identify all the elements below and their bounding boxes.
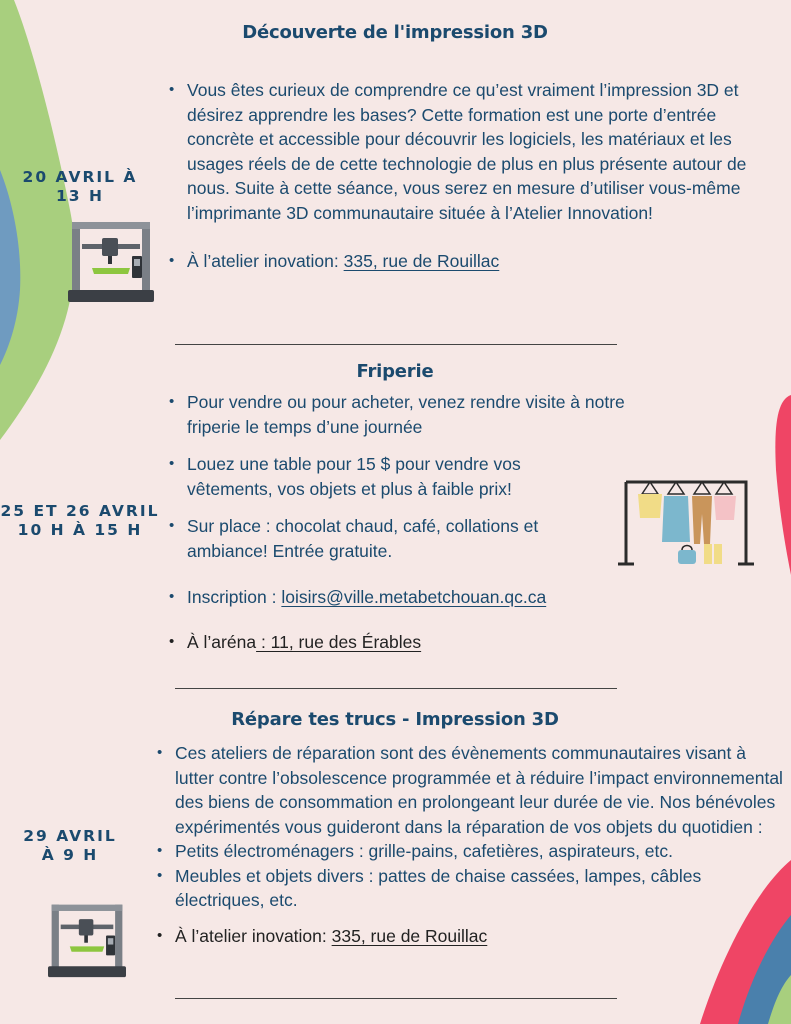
address-link[interactable]: : 11, rue des Érables bbox=[256, 631, 422, 652]
list-item: • Meubles et objets divers : pattes de chaise cassées, lampes, câbles électriques, etc. bbox=[155, 864, 787, 913]
list-item: • Pour vendre ou pour acheter, venez rendre visite à notre friperie le temps d’une journée bbox=[167, 390, 637, 439]
3d-printer-icon bbox=[66, 218, 156, 304]
location-item bbox=[167, 630, 637, 655]
list-item: • Petits électroménagers : grille-pains, cafetières, aspirateurs, etc. bbox=[155, 839, 787, 864]
section-1-list bbox=[167, 78, 767, 274]
location-label: À l’aréna bbox=[187, 631, 257, 652]
list-item: • Vous êtes curieux de comprendre ce qu’est vraiment l’impression 3D et désirez apprendre les bases? Cette formation est une porte d’entrée concrète et accessible pour découvrir les logiciels, les matériaux et les usages réels de de cette technologie de plus en plus présente autour de nous. Suite à cette séance, vous serez en mesure d’utiliser vous-même l’imprimante 3D communautaire située à l’Atelier Innovation! bbox=[167, 78, 767, 225]
location-label: À l’atelier inovation: bbox=[175, 925, 332, 946]
address-link[interactable]: 335, rue de Rouillac bbox=[343, 251, 500, 271]
section-2-list bbox=[167, 390, 637, 654]
section-divider bbox=[175, 998, 617, 999]
address-link[interactable]: 335, rue de Rouillac bbox=[331, 925, 488, 946]
section-title-repare-tes-trucs: Répare tes trucs - Impression 3D bbox=[231, 709, 559, 730]
section-title-friperie: Friperie bbox=[356, 361, 434, 382]
email-link[interactable]: loisirs@ville.metabetchouan.qc.ca bbox=[281, 587, 547, 607]
list-item: • Sur place : chocolat chaud, café, collations et ambiance! Entrée gratuite. bbox=[167, 514, 637, 563]
event-date: 29 AVRIL À 9 H bbox=[23, 827, 117, 864]
location-label: À l’atelier inovation: bbox=[187, 251, 344, 271]
section-3-list bbox=[155, 741, 787, 948]
list-item: • Louez une table pour 15 $ pour vendre vos vêtements, vos objets et plus à faible prix! bbox=[167, 452, 637, 501]
event-date: 20 AVRIL À 13 H bbox=[22, 168, 138, 205]
location-item bbox=[155, 924, 787, 949]
registration-label: Inscription : bbox=[187, 587, 282, 607]
section-divider bbox=[175, 344, 617, 345]
section-title-impression-3d: Découverte de l'impression 3D bbox=[242, 22, 548, 43]
3d-printer-icon bbox=[46, 901, 128, 979]
right-red-arc bbox=[775, 395, 791, 575]
section-divider bbox=[175, 688, 617, 689]
clothing-rack-icon bbox=[616, 474, 756, 570]
registration-item bbox=[167, 585, 637, 610]
location-item bbox=[167, 249, 767, 274]
event-date: 25 ET 26 AVRIL 10 H À 15 H bbox=[0, 502, 160, 539]
list-item: • Ces ateliers de réparation sont des évènements communautaires visant à lutter contre l’obsolescence programmée et à réduire l’impact environnemental des biens de consommation en prolongeant leur durée de vie. Nos bénévoles expérimentés vous guideront dans la réparation de vos objets du quotidien : bbox=[155, 741, 787, 839]
